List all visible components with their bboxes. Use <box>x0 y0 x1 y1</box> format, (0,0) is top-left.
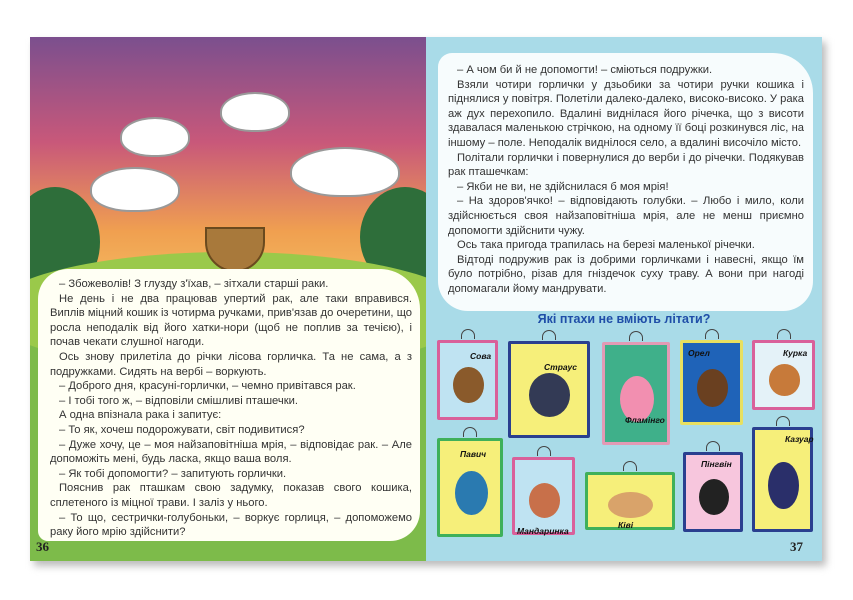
page-number: 36 <box>36 539 49 554</box>
paragraph: – На здоров'ячко! – відповідають голубки. – Любо і мило, коли здійснюється своя найзаповітніша мрія, але не менш приємно допомогти здійснити чужу. <box>448 195 804 237</box>
bird-card <box>683 452 743 532</box>
bird-label: Пінгвін <box>701 459 732 469</box>
paragraph: – Доброго дня, красуні-горлички, – чемно привітався рак. <box>59 380 356 393</box>
hanging-hook-icon <box>705 329 719 339</box>
dove-illustration <box>90 167 180 212</box>
hanging-hook-icon <box>706 441 720 451</box>
hanging-hook-icon <box>623 461 637 471</box>
paragraph: – Якби не ви, не здійснилася б моя мрія! <box>457 180 669 193</box>
bird-illustration <box>453 367 484 403</box>
bird-label: Павич <box>460 449 487 459</box>
bird-card <box>602 342 670 445</box>
bird-label: Ківі <box>618 520 634 530</box>
bird-card <box>508 341 590 438</box>
paragraph: Відтоді подружив рак із добрими горличками і навесні, якщо їм було потрібно, різав для гніздечок суху траву. А вони при нагоді допомагали йому мандрувати. <box>448 253 804 295</box>
bird-label: Курка <box>783 348 808 358</box>
left-page <box>30 37 426 561</box>
dove-illustration <box>290 147 400 197</box>
hanging-hook-icon <box>537 446 551 456</box>
bird-label: Страус <box>544 362 577 372</box>
paragraph: – Дуже хочу, це – моя найзаповітніша мрія, – відповідає рак. – Але допоможіть мені, будь ласка, якщо ваша воля. <box>50 438 412 466</box>
paragraph: – Як тобі допомогти? – запитують горлички. <box>59 467 287 480</box>
bird-label: Мандаринка <box>517 526 569 536</box>
bird-card <box>437 340 498 420</box>
paragraph: – То що, сестрички-голубоньки, – воркує горлиця, – допоможемо раку його мрію здійснити? <box>50 511 412 539</box>
bird-card <box>680 340 743 425</box>
bird-label: Орел <box>688 348 710 358</box>
bird-label: Фламінго <box>625 415 665 425</box>
hanging-hook-icon <box>463 427 477 437</box>
bird-label: Казуар <box>785 434 814 444</box>
hanging-hook-icon <box>629 331 643 341</box>
right-page <box>426 37 822 561</box>
bird-label: Сова <box>470 351 492 361</box>
paragraph: Ось знову прилетіла до річки лісова горличка. Та не сама, а з подружками. Сидять на вербі – воркують. <box>50 350 412 378</box>
bird-illustration <box>768 462 799 509</box>
story-text-right <box>448 63 804 297</box>
dove-illustration <box>220 92 290 132</box>
paragraph: Ось така пригода трапилась на березі маленької річечки. <box>457 239 755 252</box>
story-text-left <box>50 277 412 540</box>
birds-question-heading: Які птахи не вміють літати? <box>537 312 711 326</box>
hanging-hook-icon <box>777 329 791 339</box>
paragraph: – А чом би й не допомогти! – сміються подружки. <box>457 64 713 76</box>
paragraph: А одна впізнала рака і запитує: <box>59 409 222 422</box>
paragraph: – І тобі того ж, – відповіли смішливі пташечки. <box>59 394 298 407</box>
bird-card <box>752 340 815 410</box>
paragraph: Не день і не два працював упертий рак, але таки вправився. Виплів міцний кошик із чотирма ручками, прив'язав до очеретини, що росла неподалік від його хатки-нори (щоб не поплив за течією), і почав чекати слушної нагоди. <box>50 292 412 349</box>
hanging-hook-icon <box>461 329 475 339</box>
hanging-hook-icon <box>776 416 790 426</box>
paragraph: Політали горлички і повернулися до верби і до річечки. Подякував рак пташечкам: <box>448 151 804 179</box>
bird-card <box>512 457 575 535</box>
paragraph: – То як, хочеш подорожувати, світ подивитися? <box>59 423 305 436</box>
page-number: 37 <box>790 539 803 554</box>
paragraph: Пояснив рак пташкам свою задумку, показав свого кошика, сплетеного із міцної трави. І заліз у нього. <box>50 482 412 509</box>
paragraph: Взяли чотири горлички у дзьобики за чотири ручки кошика і піднялися у повітря. Полетіли далеко-далеко, високо-високо. У рака аж дух перехопило. Вдалині виднілася його річечка, що з висоти здавалася маленькою стрічкою, на одному її боці розкинувся ліс, на іншому – поле. Неподалік виднілося село, а вдалині височіло місто. <box>448 78 804 149</box>
bird-illustration <box>455 471 488 516</box>
bird-illustration <box>699 479 729 515</box>
bird-card <box>752 427 813 532</box>
bird-card <box>437 438 503 537</box>
bird-card <box>585 472 675 530</box>
dove-illustration <box>120 117 190 157</box>
bird-illustration <box>769 364 801 396</box>
bird-illustration <box>697 369 729 407</box>
paragraph: – Збожеволів! З глузду з'їхав, – зітхали старші раки. <box>59 278 329 290</box>
hanging-hook-icon <box>542 330 556 340</box>
bird-illustration <box>529 373 570 417</box>
bird-illustration <box>529 483 561 518</box>
bird-illustration <box>608 492 653 518</box>
